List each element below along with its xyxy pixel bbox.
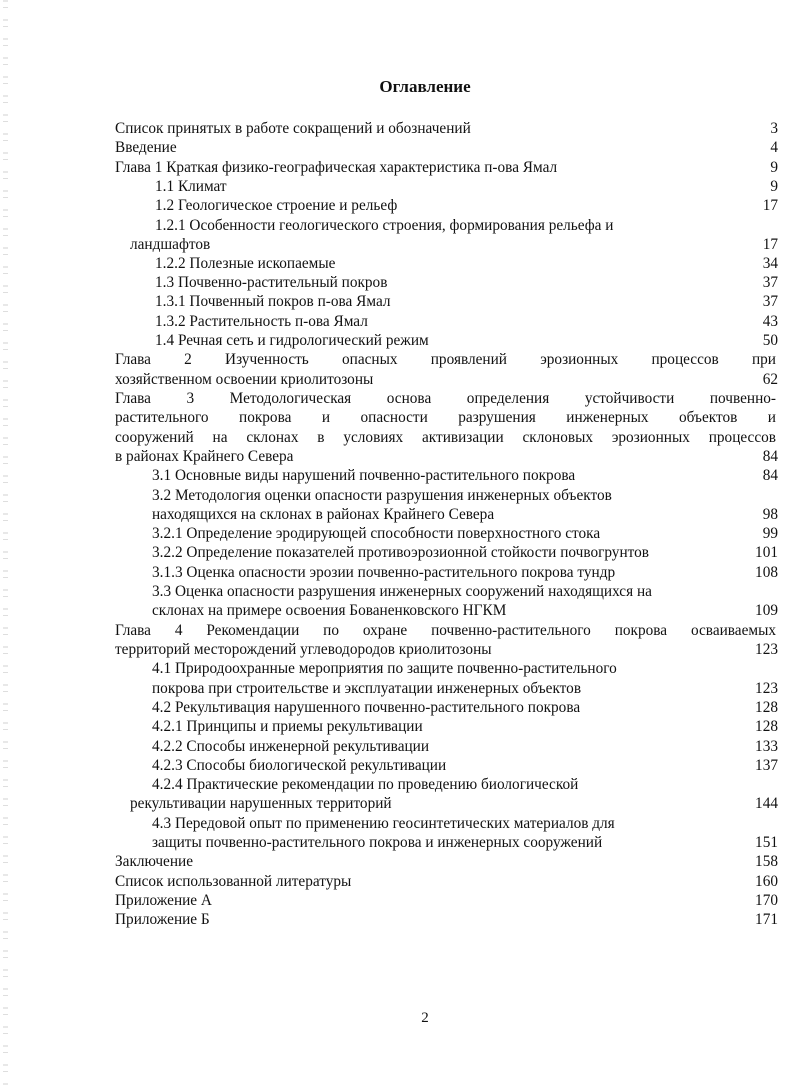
toc-entry: Глава 1 Краткая физико-географическая характеристика п-ова Ямал 9 <box>115 159 778 176</box>
toc-entry: Список использованной литературы 160 <box>115 873 778 890</box>
toc-entry: Список принятых в работе сокращений и обозначений 3 <box>115 120 778 137</box>
toc-entry: Глава 3 Методологическая основа определения устойчивости почвенно- <box>115 390 776 407</box>
toc-entry: Введение 4 <box>115 139 778 156</box>
toc-entry: растительного покрова и опасности разрушения инженерных объектов и <box>115 409 776 426</box>
toc-entry: 1.3 Почвенно-растительный покров 37 <box>155 274 778 291</box>
toc-entry: 3.1.3 Оценка опасности эрозии почвенно-растительного покрова тундр 108 <box>152 564 778 581</box>
toc-entry: Глава 2 Изученность опасных проявлений эрозионных процессов при <box>115 351 776 368</box>
toc-entry: рекультивации нарушенных территорий 144 <box>130 795 778 812</box>
toc-entry: покрова при строительстве и эксплуатации инженерных объектов 123 <box>152 680 778 697</box>
toc-entry: Приложение Б 171 <box>115 911 778 928</box>
toc-entry: 1.4 Речная сеть и гидрологический режим 50 <box>155 332 778 349</box>
page-number: 2 <box>421 1010 429 1026</box>
toc-entry: 4.2.1 Принципы и приемы рекультивации 128 <box>152 718 778 735</box>
toc-entry: защиты почвенно-растительного покрова и инженерных сооружений 151 <box>152 834 778 851</box>
toc-entry: Приложение А 170 <box>115 892 778 909</box>
page-title: Оглавление <box>379 77 471 96</box>
toc-entry: 3.2 Методология оценки опасности разрушения инженерных объектов <box>152 487 612 504</box>
toc-entry: склонах на примере освоения Бованенковского НГКМ 109 <box>152 602 778 619</box>
toc-entry: 4.2 Рекультивация нарушенного почвенно-растительного покрова 128 <box>152 699 778 716</box>
toc-entry: 1.2.2 Полезные ископаемые 34 <box>155 255 778 272</box>
toc-entry: 1.1 Климат 9 <box>155 178 778 195</box>
toc-entry: 3.2.2 Определение показателей противоэрозионной стойкости почвогрунтов 101 <box>152 544 778 561</box>
toc-entry: 1.3.2 Растительность п-ова Ямал 43 <box>155 313 778 330</box>
toc-entry: 3.2.1 Определение эродирующей способности поверхностного стока 99 <box>152 525 778 542</box>
toc-entry: ландшафтов 17 <box>130 236 778 253</box>
toc-entry: 3.1 Основные виды нарушений почвенно-растительного покрова 84 <box>152 467 778 484</box>
toc-entry: Заключение 158 <box>115 853 778 870</box>
toc-entry: в районах Крайнего Севера 84 <box>115 448 778 465</box>
toc-entry: находящихся на склонах в районах Крайнего Севера 98 <box>152 506 778 523</box>
toc-entry: 4.2.2 Способы инженерной рекультивации 133 <box>152 738 778 755</box>
toc-entry: 1.3.1 Почвенный покров п-ова Ямал 37 <box>155 293 778 310</box>
toc-entry: Глава 4 Рекомендации по охране почвенно-растительного покрова осваиваемых <box>115 622 776 639</box>
toc-entry: территорий месторождений углеводородов криолитозоны 123 <box>115 641 778 658</box>
toc-entry: 4.1 Природоохранные мероприятия по защите почвенно-растительного <box>152 660 617 677</box>
toc-entry: 4.3 Передовой опыт по применению геосинтетических материалов для <box>152 815 615 832</box>
toc-entry: 1.2.1 Особенности геологического строения, формирования рельефа и <box>155 217 614 234</box>
toc-entry: хозяйственном освоении криолитозоны 62 <box>115 371 778 388</box>
toc-entry: сооружений на склонах в условиях активизации склоновых эрозионных процессов <box>115 429 776 446</box>
toc-entry: 4.2.4 Практические рекомендации по проведению биологической <box>152 776 579 793</box>
toc-entry: 4.2.3 Способы биологической рекультивации 137 <box>152 757 778 774</box>
toc-entry: 3.3 Оценка опасности разрушения инженерных сооружений находящихся на <box>152 583 652 600</box>
toc-entry: 1.2 Геологическое строение и рельеф 17 <box>155 197 778 214</box>
